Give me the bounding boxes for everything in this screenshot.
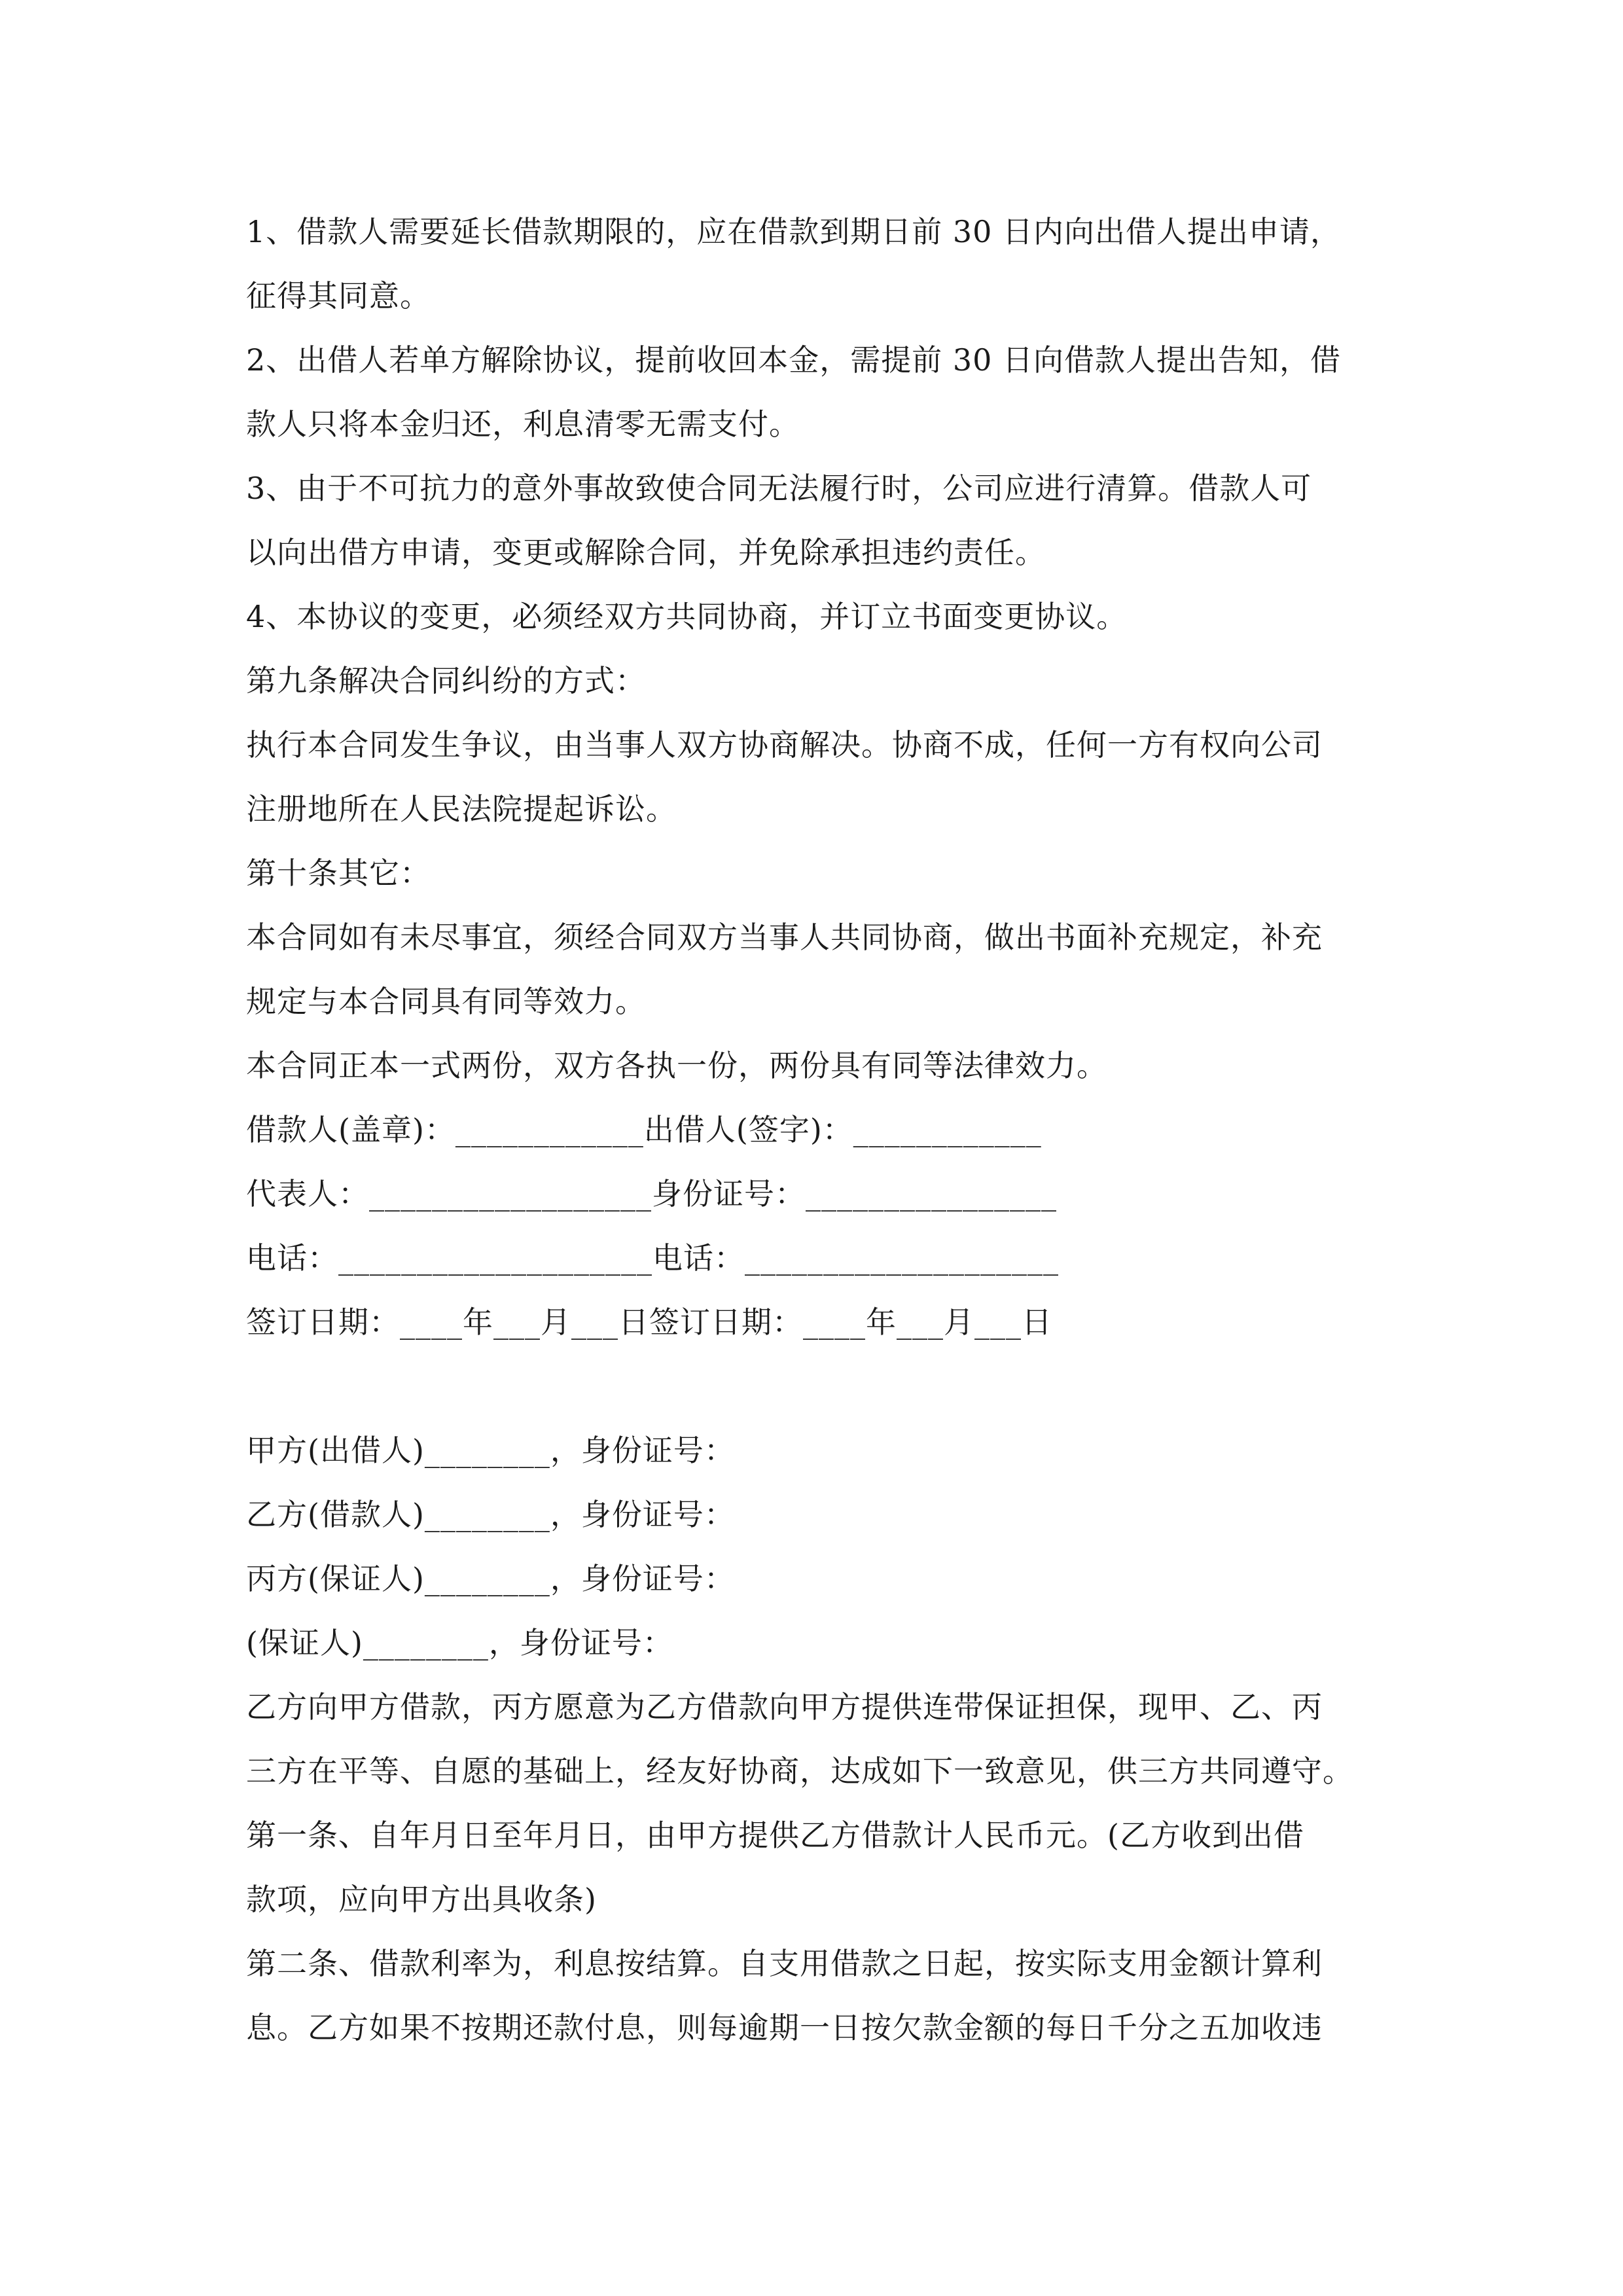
article-line: 第二条、借款利率为，利息按结算。自支用借款之日起，按实际支用金额计算利 <box>246 1946 1323 1981</box>
text-line: 乙方向甲方借款，丙方愿意为乙方借款向甲方提供连带保证担保，现甲、乙、丙 <box>246 1689 1323 1725</box>
party-line: 丙方(保证人)________，身份证号： <box>246 1561 735 1596</box>
signature-date-line: 签订日期：____年___月___日签订日期：____年___月___日 <box>246 1304 1052 1340</box>
article-heading: 第九条解决合同纠纷的方式： <box>246 663 646 698</box>
signature-line: 借款人(盖章)：____________出借人(签字)：____________ <box>246 1112 1042 1147</box>
text-line: 执行本合同发生争议，由当事人双方协商解决。协商不成，任何一方有权向公司 <box>246 727 1323 762</box>
text-line: 本合同正本一式两份，双方各执一份，两份具有同等法律效力。 <box>246 1048 1107 1083</box>
text-line: 2、出借人若单方解除协议，提前收回本金，需提前 30 日向借款人提出告知，借 <box>246 342 1342 378</box>
text-line: 本合同如有未尽事宜，须经合同双方当事人共同协商，做出书面补充规定，补充 <box>246 920 1323 955</box>
article-heading: 第十条其它： <box>246 855 431 891</box>
text-line: 规定与本合同具有同等效力。 <box>246 984 646 1019</box>
text-line: 款项，应向甲方出具收条) <box>246 1882 597 1917</box>
party-line: 甲方(出借人)________，身份证号： <box>246 1433 735 1468</box>
text-line: 1、借款人需要延长借款期限的，应在借款到期日前 30 日内向出借人提出申请， <box>246 214 1342 249</box>
text-line: 以向出借方申请，变更或解除合同，并免除承担违约责任。 <box>246 535 1046 570</box>
text-line: 4、本协议的变更，必须经双方共同协商，并订立书面变更协议。 <box>246 599 1128 634</box>
section-gap <box>246 1354 1385 1418</box>
party-line: (保证人)________，身份证号： <box>246 1625 673 1660</box>
party-line: 乙方(借款人)________，身份证号： <box>246 1497 735 1532</box>
text-line: 征得其同意。 <box>246 278 431 314</box>
text-line: 款人只将本金归还，利息清零无需支付。 <box>246 406 800 442</box>
text-line: 注册地所在人民法院提起诉讼。 <box>246 791 677 827</box>
article-line: 第一条、自年月日至年月日，由甲方提供乙方借款计人民币元。(乙方收到出借 <box>246 1818 1304 1853</box>
text-line: 息。乙方如果不按期还款付息，则每逾期一日按欠款金额的每日千分之五加收违 <box>246 2010 1323 2045</box>
text-line: 3、由于不可抗力的意外事故致使合同无法履行时，公司应进行清算。借款人可 <box>246 471 1312 506</box>
text-line: 三方在平等、自愿的基础上，经友好协商，达成如下一致意见，供三方共同遵守。 <box>246 1753 1353 1789</box>
signature-line: 代表人：__________________身份证号：________________ <box>246 1176 1057 1211</box>
document-body <box>246 200 1385 2060</box>
signature-line: 电话：____________________电话：____________________ <box>246 1240 1059 1276</box>
